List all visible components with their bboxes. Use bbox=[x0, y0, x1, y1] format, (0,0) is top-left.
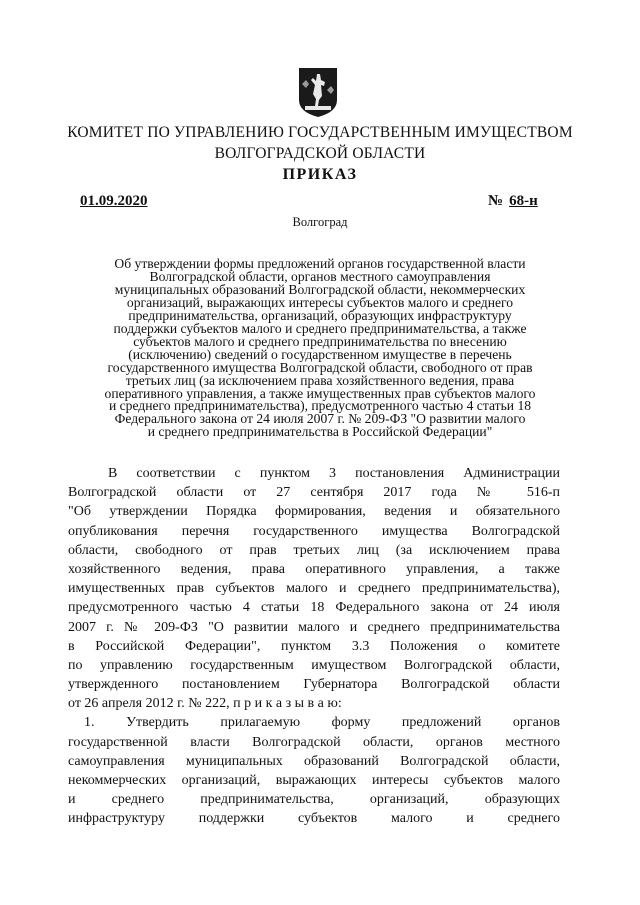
title-line: предпринимательства, организаций, образующих инфраструктуру bbox=[128, 307, 512, 323]
body-line: предусмотренного частью 4 статьи 18 Федерального закона от 24 июля bbox=[68, 600, 560, 616]
body-line: 2007 г. № 209-ФЗ "О развитии малого и среднего предпринимательства bbox=[68, 619, 560, 635]
body-line: утвержденного постановлением Губернатора Волгоградской области bbox=[68, 677, 560, 693]
body-line: государственной власти Волгоградской области, органов местного bbox=[68, 734, 560, 750]
title-line: третьих лиц (за исключением права хозяйственного ведения, права bbox=[125, 372, 515, 388]
number-value: 68-н bbox=[509, 193, 538, 209]
body-line: хозяйственного ведения, права оперативного управления, а также bbox=[68, 561, 560, 577]
body-line: инфраструктуру поддержки субъектов малого и среднего bbox=[68, 811, 560, 827]
order-number bbox=[488, 192, 538, 210]
body-line: и среднего предпринимательства, организаций, образующих bbox=[68, 792, 560, 808]
title-line: оперативного управления, а также имущественных прав субъектов малого bbox=[104, 385, 536, 401]
document-type: ПРИКАЗ bbox=[282, 166, 358, 183]
body-line: Волгоградской области от 27 сентября 2017 года № 516-п bbox=[68, 485, 560, 501]
body-line: В соответствии с пунктом 3 постановления Администрации bbox=[108, 466, 560, 481]
body-line: опубликования перечня государственного имущества Волгоградской bbox=[68, 523, 560, 539]
title-line: муниципальных образований Волгоградской области, некоммерческих bbox=[114, 281, 526, 297]
title-line: Об утверждении формы предложений органов государственной власти bbox=[114, 256, 526, 271]
title-line: организаций, выражающих интересы субъектов малого и среднего bbox=[126, 294, 514, 310]
title-line: субъектов малого и среднего предпринимательства по внесению bbox=[133, 333, 507, 349]
title-line: Федерального закона от 24 июля 2007 г. № 209-ФЗ "О развитии малого bbox=[114, 411, 526, 427]
title-line: государственного имущества Волгоградской области, свободного от прав bbox=[107, 359, 533, 375]
order-body bbox=[68, 464, 560, 829]
body-line: по управлению государственным имуществом Волгоградской области, bbox=[68, 657, 560, 673]
title-line: поддержки субъектов малого и среднего предпринимательства, а также bbox=[113, 320, 527, 336]
number-sign: № bbox=[488, 193, 504, 209]
body-line: "Об утверждении Порядка формирования, ведения и обязательного bbox=[68, 504, 560, 520]
title-line: (исключению) сведений о государственном имуществе в перечень bbox=[128, 346, 512, 362]
city-name: Волгоград bbox=[292, 215, 348, 229]
title-line: и среднего предпринимательства в Российской Федерации" bbox=[147, 424, 493, 440]
committee-name-line2: ВОЛГОГРАДСКОЙ ОБЛАСТИ bbox=[214, 145, 426, 162]
body-line: 1. Утвердить прилагаемую форму предложений органов bbox=[84, 715, 560, 731]
title-line: и среднего предпринимательства), предусмотренного частью 4 статьи 18 bbox=[108, 398, 532, 414]
volgograd-coat-of-arms-icon bbox=[297, 66, 339, 118]
body-line: некоммерческих организаций, выражающих интересы субъектов малого bbox=[68, 773, 560, 788]
body-line: в Российской Федерации", пунктом 3.3 Положения о комитете bbox=[68, 638, 560, 654]
committee-name-line1: КОМИТЕТ ПО УПРАВЛЕНИЮ ГОСУДАРСТВЕННЫМ ИМУЩЕСТВОМ bbox=[67, 124, 573, 141]
order-date: 01.09.2020 bbox=[80, 193, 148, 209]
body-line: области, свободного от прав третьих лиц (за исключением права bbox=[68, 542, 560, 558]
body-line: от 26 апреля 2012 г. № 222, п р и к а з ы в а ю: bbox=[68, 696, 342, 712]
body-line: имущественных прав субъектов малого и среднего предпринимательства), bbox=[68, 581, 560, 597]
body-line: самоуправления муниципальных образований Волгоградской области, bbox=[68, 753, 560, 769]
title-line: Волгоградской области, органов местного самоуправления bbox=[149, 268, 491, 284]
order-title bbox=[66, 258, 574, 439]
